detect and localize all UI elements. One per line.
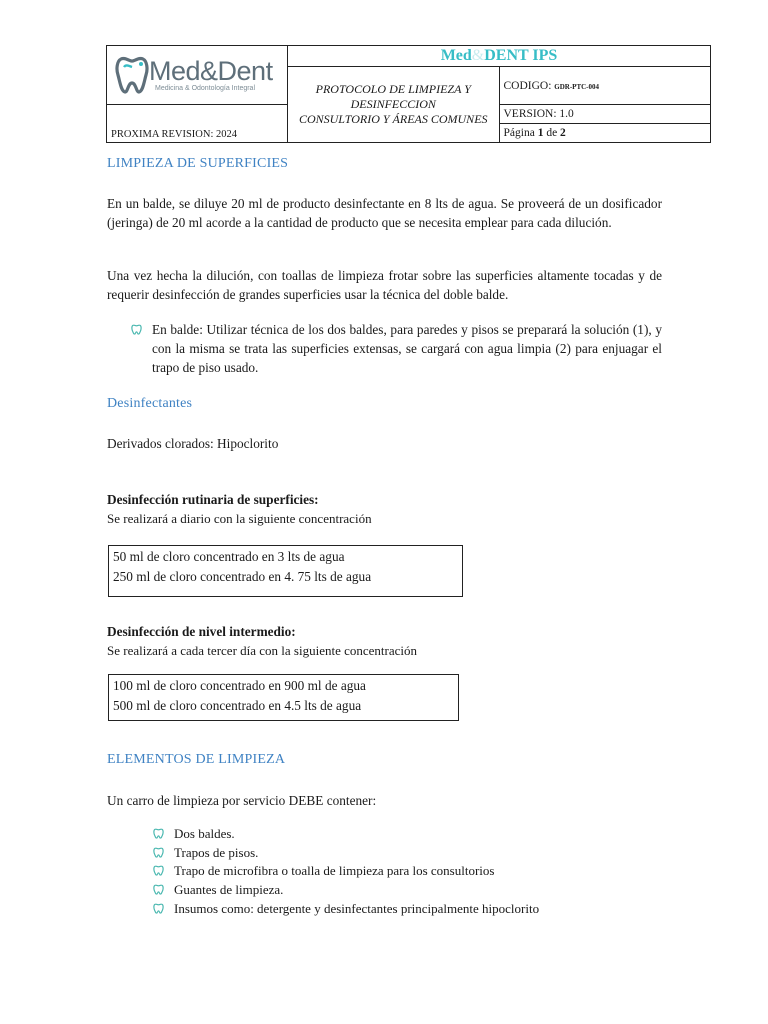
cart-item-text: Trapos de pisos.: [174, 845, 259, 860]
tooth-bullet-icon: [131, 324, 142, 335]
document-title-line2: CONSULTORIO Y ÁREAS COMUNES: [298, 112, 488, 126]
list-item: [153, 824, 235, 843]
tooth-bullet-icon: [153, 847, 164, 858]
tooth-bullet-icon: [153, 828, 164, 839]
code-label: CODIGO:: [503, 79, 552, 92]
list-item: [153, 843, 258, 862]
paragraph-double-bucket: Una vez hecha la dilución, con toallas de limpieza frotar sobre las superficies altamente tocadas y de requerir desinfección de grandes superficies usar la técnica del doble balde.: [107, 268, 662, 302]
page-current: 1: [537, 127, 544, 139]
cart-item-text: Dos baldes.: [174, 826, 235, 841]
list-item: [153, 880, 283, 899]
cart-item-text: Guantes de limpieza.: [174, 882, 284, 897]
cart-item-text: Trapo de microfibra o toalla de limpieza para los consultorios: [174, 863, 495, 878]
document-title-line1: PROTOCOLO DE LIMPIEZA Y DESINFECCION: [315, 82, 471, 111]
intermediate-concentration-box: [108, 674, 459, 721]
section-heading-cleaning-elements: ELEMENTOS DE LIMPIEZA: [107, 752, 286, 767]
concentration-line: 50 ml de cloro concentrado en 3 lts de agua: [113, 549, 345, 564]
logo-subtitle: Medicina & Odontología Integral: [155, 85, 256, 92]
concentration-line: 100 ml de cloro concentrado en 900 ml de agua: [113, 678, 366, 693]
page-number-cell: [499, 124, 711, 143]
bullet-text: En balde: Utilizar técnica de los dos baldes, para paredes y pisos se preparará la solución (1), y con la misma se trata las superficies extensas, se cargará con agua limpia (2) para enjuagar el trapo de piso usado.: [152, 322, 662, 375]
logo-text: Med&Dent: [149, 56, 273, 86]
page-total: 2: [560, 127, 566, 139]
company-name-suffix: DENT IPS: [484, 47, 558, 64]
page-prefix: Página: [503, 127, 535, 139]
company-logo: [111, 48, 283, 102]
cart-intro: Un carro de limpieza por servicio DEBE contener:: [107, 793, 377, 808]
company-name: [288, 46, 711, 67]
concentration-line: 500 ml de cloro concentrado en 4.5 lts de agua: [113, 698, 362, 713]
routine-title: Desinfección rutinaria de superficies:: [107, 492, 319, 507]
intermediate-title: Desinfección de nivel intermedio:: [107, 624, 296, 639]
list-item: [153, 861, 494, 880]
chlorinated-derivatives: Derivados clorados: Hipoclorito: [107, 436, 279, 451]
company-name-amp: &: [471, 47, 485, 64]
tooth-logo-icon: [115, 55, 149, 95]
page-of: de: [546, 127, 558, 139]
next-revision: PROXIMA REVISION: 2024: [107, 105, 288, 143]
section-heading-surfaces: LIMPIEZA DE SUPERFICIES: [107, 156, 289, 171]
version-cell: VERSION: 1.0: [499, 105, 711, 124]
document-title: [288, 67, 500, 143]
intermediate-description: Se realizará a cada tercer día con la siguiente concentración: [107, 643, 418, 658]
concentration-line: 250 ml de cloro concentrado en 4. 75 lts de agua: [113, 569, 372, 584]
document-header: [106, 45, 711, 140]
tooth-bullet-icon: [153, 865, 164, 876]
paragraph-dilution: En un balde, se diluye 20 ml de producto desinfectante en 8 lts de agua. Se proveerá de un dosificador (jeringa) de 20 ml acorde a la cantidad de producto que se necesita emplear para cada dilución.: [107, 196, 662, 230]
routine-concentration-box: [108, 545, 463, 597]
tooth-bullet-icon: [153, 903, 164, 914]
cart-item-text: Insumos como: detergente y desinfectantes principalmente hipoclorito: [174, 901, 540, 916]
list-item: [131, 320, 662, 377]
section-heading-disinfectants: Desinfectantes: [107, 396, 193, 411]
tooth-bullet-icon: [153, 884, 164, 895]
logo-cell: [107, 46, 288, 105]
routine-description: Se realizará a diario con la siguiente concentración: [107, 511, 372, 526]
code-value: GDR-PTC-004: [554, 82, 600, 91]
company-name-prefix: Med: [440, 47, 472, 64]
code-cell: [499, 67, 711, 105]
list-item: [153, 899, 539, 918]
